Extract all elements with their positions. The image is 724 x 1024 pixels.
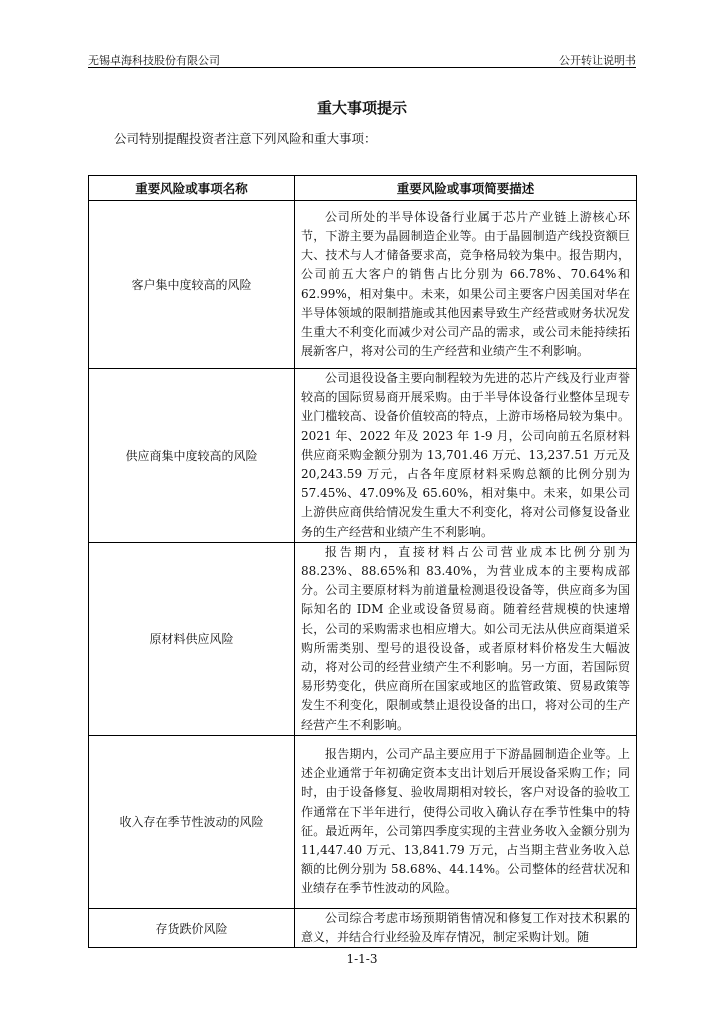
page-title: 重大事项提示 — [316, 99, 407, 117]
header-divider — [88, 67, 636, 68]
risk-table — [88, 175, 637, 948]
table-header-row — [89, 176, 637, 201]
risk-name: 供应商集中度较高的风险 — [89, 369, 295, 543]
risk-name: 原材料供应风险 — [89, 542, 295, 735]
table-row — [89, 369, 637, 543]
page-number: 1-1-3 — [346, 952, 378, 966]
risk-name: 客户集中度较高的风险 — [89, 201, 295, 369]
column-header-name: 重要风险或事项名称 — [89, 176, 295, 201]
header-doc-type: 公开转让说明书 — [559, 54, 636, 67]
header-company: 无锡卓海科技股份有限公司 — [88, 54, 220, 67]
risk-description: 报告期内，直接材料占公司营业成本比例分别为 88.23%、88.65%和 83.40%，为营业成本的主要构成部分。公司主要原材料为前道量检测退役设备等，供应商多为国际知名的 IDM 企业或设备贸易商。随着经营规模的快速增长，公司的采购需求也相应增大。如公司无法从供应商渠道采购所需类别、型号的退役设备，或者原材料价格发生大幅波动，将对公司的经营业绩产生不利影响。另一方面，若国际贸易形势变化，供应商所在国家或地区的监管政策、贸易政策等发生不利变化，限制或禁止退役设备的出口，将对公司的生产经营产生不利影响。 — [295, 542, 637, 735]
table-row — [89, 735, 637, 908]
table-row — [89, 908, 637, 947]
risk-description: 公司所处的半导体设备行业属于芯片产业链上游核心环节，下游主要为晶圆制造企业等。由于晶圆制造产线投资额巨大、技术与人才储备要求高，竞争格局较为集中。报告期内，公司前五大客户的销售占比分别为 66.78%、70.64%和 62.99%，相对集中。未来，如果公司主要客户因美国对华在半导体领域的限制措施或其他因素导致生产经营或财务状况发生重大不利变化而减少对公司产品的需求，或公司未能持续拓展新客户，将对公司的生产经营和业绩产生不利影响。 — [295, 201, 637, 369]
intro-text: 公司特别提醒投资者注意下列风险和重大事项： — [114, 131, 377, 146]
risk-name: 收入存在季节性波动的风险 — [89, 735, 295, 908]
column-header-desc: 重要风险或事项简要描述 — [295, 176, 637, 201]
risk-name: 存货跌价风险 — [89, 908, 295, 947]
risk-description: 公司综合考虑市场预期销售情况和修复工作对技术积累的意义，并结合行业经验及库存情况，制定采购计划。随 — [295, 908, 637, 947]
risk-description: 报告期内，公司产品主要应用于下游晶圆制造企业等。上述企业通常于年初确定资本支出计划后开展设备采购工作；同时，由于设备修复、验收周期相对较长，客户对设备的验收工作通常在下半年进行，使得公司收入确认存在季节性集中的特征。最近两年，公司第四季度实现的主营业务收入金额分别为 11,447.40 万元、13,841.79 万元，占当期主营业务收入总额的比例分别为 58.68%、44.14%。公司整体的经营状况和业绩存在季节性波动的风险。 — [295, 735, 637, 908]
table-row — [89, 542, 637, 735]
table-row — [89, 201, 637, 369]
risk-description: 公司退役设备主要向制程较为先进的芯片产线及行业声誉较高的国际贸易商开展采购。由于半导体设备行业整体呈现专业门槛较高、设备价值较高的特点，上游市场格局较为集中。2021 年、2022 年及 2023 年 1-9 月，公司向前五名原材料供应商采购金额分别为 13,701.46 万元、13,237.51 万元及 20,243.59 万元，占各年度原材料采购总额的比例分别为 57.45%、47.09%及 65.60%，相对集中。未来，如果公司上游供应商供给情况发生重大不利变化，将对公司修复设备业务的生产经营和业绩产生不利影响。 — [295, 369, 637, 543]
